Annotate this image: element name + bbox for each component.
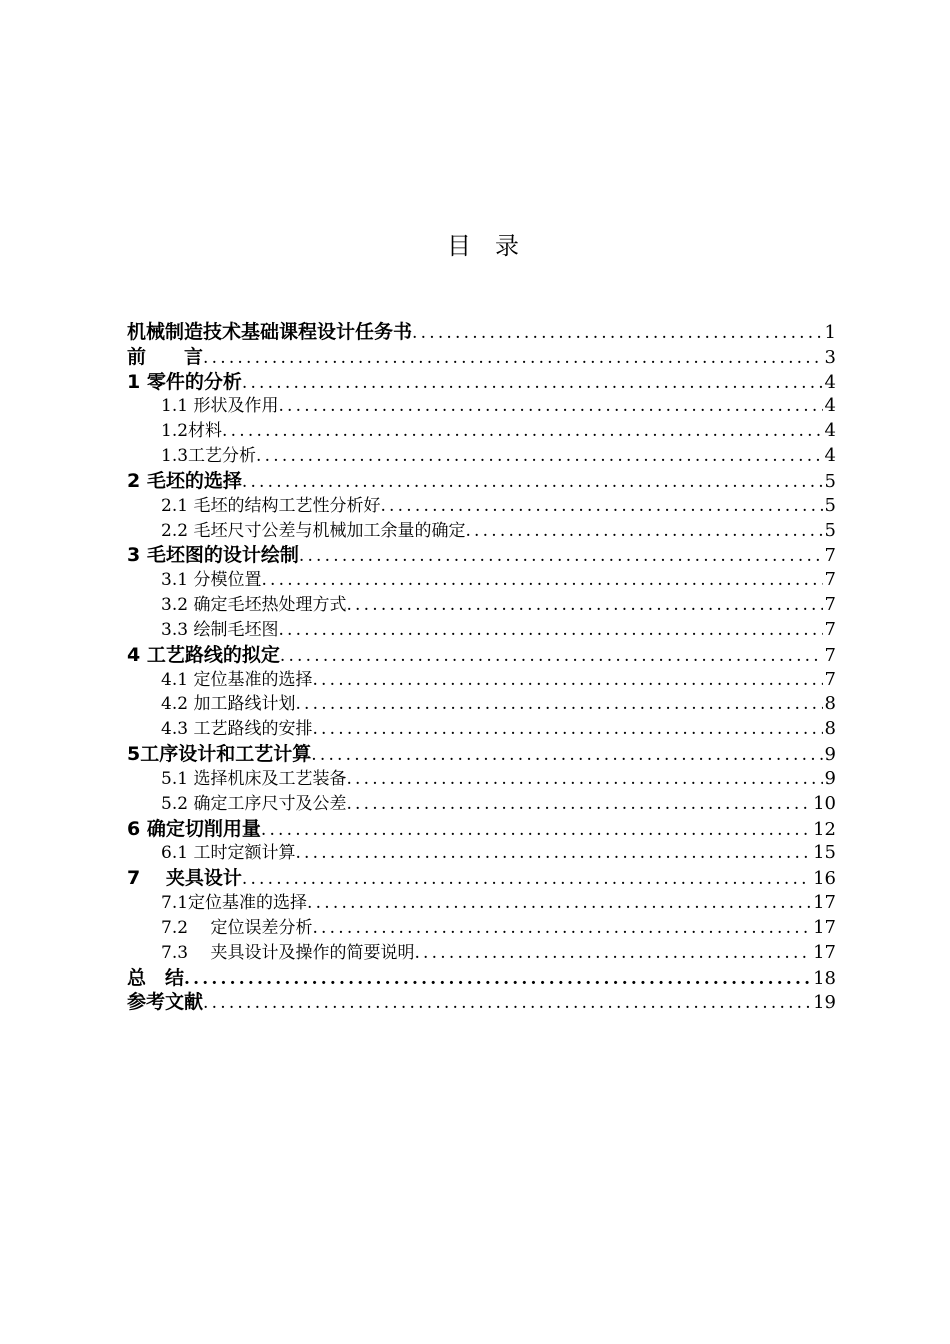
toc-entry[interactable] xyxy=(127,469,836,494)
page-title: 目 录 xyxy=(447,232,519,260)
toc-entry-label: 2.1 毛坯的结构工艺性分析好 xyxy=(161,495,381,516)
toc-entry-label: 4.1 定位基准的选择 xyxy=(161,669,313,690)
toc-entry-page-number: 5 xyxy=(824,519,836,541)
toc-dot-leader xyxy=(261,818,811,842)
toc-entry-page-number: 9 xyxy=(824,767,836,789)
toc-entry-label: 3 毛坯图的设计绘制 xyxy=(127,544,299,567)
toc-entry-page-number: 5 xyxy=(824,494,836,516)
toc-entry-page-number: 5 xyxy=(824,470,836,492)
toc-entry[interactable] xyxy=(127,668,836,693)
toc-dot-leader xyxy=(278,618,822,643)
toc-entry-page-number: 8 xyxy=(824,718,836,740)
toc-entry[interactable] xyxy=(127,817,836,842)
toc-entry-page-number: 9 xyxy=(824,744,836,766)
toc-dot-leader xyxy=(184,967,811,991)
toc-entry-label: 2.2 毛坯尺寸公差与机械加工余量的确定 xyxy=(161,520,466,541)
toc-entry-page-number: 16 xyxy=(813,868,836,890)
toc-entry-label: 7.1定位基准的选择 xyxy=(161,893,308,914)
toc-entry-page-number: 7 xyxy=(824,594,836,616)
toc-dot-leader xyxy=(299,544,823,568)
toc-entry[interactable] xyxy=(127,543,836,568)
toc-entry-page-number: 8 xyxy=(824,693,836,715)
toc-entry[interactable] xyxy=(127,643,836,668)
toc-dot-leader xyxy=(346,767,822,792)
toc-entry[interactable] xyxy=(127,891,836,916)
toc-dot-leader xyxy=(280,644,823,668)
toc-dot-leader xyxy=(261,568,822,593)
toc-entry[interactable] xyxy=(127,941,836,966)
toc-entry-page-number: 12 xyxy=(813,818,836,840)
toc-entry-label: 参考文献 xyxy=(127,991,204,1014)
toc-entry-page-number: 7 xyxy=(824,618,836,640)
toc-dot-leader xyxy=(295,841,811,866)
toc-entry[interactable] xyxy=(127,866,836,891)
toc-dot-leader xyxy=(346,593,822,618)
toc-entry-label: 4.2 加工路线计划 xyxy=(161,694,296,715)
toc-entry[interactable] xyxy=(127,717,836,742)
toc-dot-leader xyxy=(278,394,822,419)
toc-entry-page-number: 18 xyxy=(813,967,836,989)
toc-entry[interactable] xyxy=(127,419,836,444)
toc-dot-leader xyxy=(307,891,811,916)
toc-entry-label: 4 工艺路线的拟定 xyxy=(127,643,280,666)
toc-entry[interactable] xyxy=(127,394,836,419)
toc-entry[interactable] xyxy=(127,618,836,643)
toc-dot-leader xyxy=(242,867,811,891)
toc-entry[interactable] xyxy=(127,990,836,1015)
toc-dot-leader xyxy=(242,371,823,395)
toc-entry-label: 4.3 工艺路线的安排 xyxy=(161,719,313,740)
toc-entry-page-number: 19 xyxy=(813,992,836,1014)
toc-entry[interactable] xyxy=(127,519,836,544)
toc-entry-page-number: 1 xyxy=(824,322,836,343)
toc-entry-label: 1.3工艺分析 xyxy=(161,446,257,467)
toc-dot-leader xyxy=(295,692,822,717)
toc-entry-page-number: 7 xyxy=(824,545,836,567)
toc-entry-label: 3.1 分模位置 xyxy=(161,570,262,591)
toc-entry-label: 5.1 选择机床及工艺装备 xyxy=(161,768,347,789)
toc-dot-leader xyxy=(312,916,811,941)
toc-entry-label: 总 结 xyxy=(127,966,185,989)
toc-dot-leader xyxy=(412,321,823,345)
toc-entry-label: 2 毛坯的选择 xyxy=(127,469,242,492)
toc-entry[interactable] xyxy=(127,568,836,593)
toc-dot-leader xyxy=(312,717,822,742)
toc-entry[interactable] xyxy=(127,494,836,519)
toc-dot-leader xyxy=(203,346,823,370)
toc-entry[interactable] xyxy=(127,966,836,991)
toc-entry[interactable] xyxy=(127,841,836,866)
toc-entry[interactable] xyxy=(127,593,836,618)
toc-entry-label: 7 夹具设计 xyxy=(127,867,242,890)
toc-dot-leader xyxy=(346,792,811,817)
toc-entry[interactable] xyxy=(127,692,836,717)
toc-dot-leader xyxy=(222,419,823,444)
toc-entry-label: 6.1 工时定额计算 xyxy=(161,843,296,864)
toc-entry[interactable] xyxy=(127,792,836,817)
toc-entry-page-number: 4 xyxy=(824,371,836,393)
toc-dot-leader xyxy=(203,991,811,1015)
toc-entry-label: 1.1 形状及作用 xyxy=(161,396,279,417)
toc-entry-label: 3.3 绘制毛坯图 xyxy=(161,619,279,640)
toc-entry-page-number: 7 xyxy=(824,644,836,666)
toc-entry-label: 前 言 xyxy=(127,345,204,368)
toc-entry-label: 5.2 确定工序尺寸及公差 xyxy=(161,793,347,814)
toc-dot-leader xyxy=(311,743,822,767)
toc-entry-label: 6 确定切削用量 xyxy=(127,817,261,840)
toc-entry[interactable] xyxy=(127,916,836,941)
toc-entry-label: 5工序设计和工艺计算 xyxy=(127,743,312,766)
toc-entry-label: 机械制造技术基础课程设计任务书 xyxy=(127,321,413,343)
toc-dot-leader xyxy=(256,444,823,469)
toc-entry[interactable] xyxy=(127,370,836,395)
toc-entry-page-number: 7 xyxy=(824,668,836,690)
toc-entry-label: 7.2 定位误差分析 xyxy=(161,917,313,938)
toc-entry[interactable] xyxy=(127,444,836,469)
toc-entry[interactable] xyxy=(127,742,836,767)
toc-entry-page-number: 10 xyxy=(813,792,836,814)
toc-dot-leader xyxy=(242,470,823,494)
toc-entry-label: 3.2 确定毛坯热处理方式 xyxy=(161,595,347,616)
toc-entry-label: 1.2材料 xyxy=(161,421,223,442)
toc-entry-page-number: 17 xyxy=(813,941,836,963)
toc-entry-page-number: 3 xyxy=(824,346,836,368)
toc-entry-page-number: 4 xyxy=(824,395,836,417)
toc-entry[interactable] xyxy=(127,767,836,792)
toc-entry-page-number: 4 xyxy=(824,445,836,467)
toc-entry-label: 7.3 夹具设计及操作的简要说明 xyxy=(161,942,415,963)
table-of-contents xyxy=(127,320,836,1015)
toc-entry-label: 1 零件的分析 xyxy=(127,370,242,393)
toc-entry[interactable] xyxy=(127,345,836,370)
toc-entry-page-number: 17 xyxy=(813,916,836,938)
toc-dot-leader xyxy=(465,519,822,544)
toc-dot-leader xyxy=(312,668,822,693)
toc-entry-page-number: 15 xyxy=(813,842,836,864)
toc-entry-page-number: 17 xyxy=(813,892,836,914)
toc-entry-page-number: 7 xyxy=(824,569,836,591)
toc-dot-leader xyxy=(414,941,811,966)
toc-entry[interactable] xyxy=(127,320,836,345)
toc-dot-leader xyxy=(380,494,822,519)
toc-entry-page-number: 4 xyxy=(824,420,836,442)
